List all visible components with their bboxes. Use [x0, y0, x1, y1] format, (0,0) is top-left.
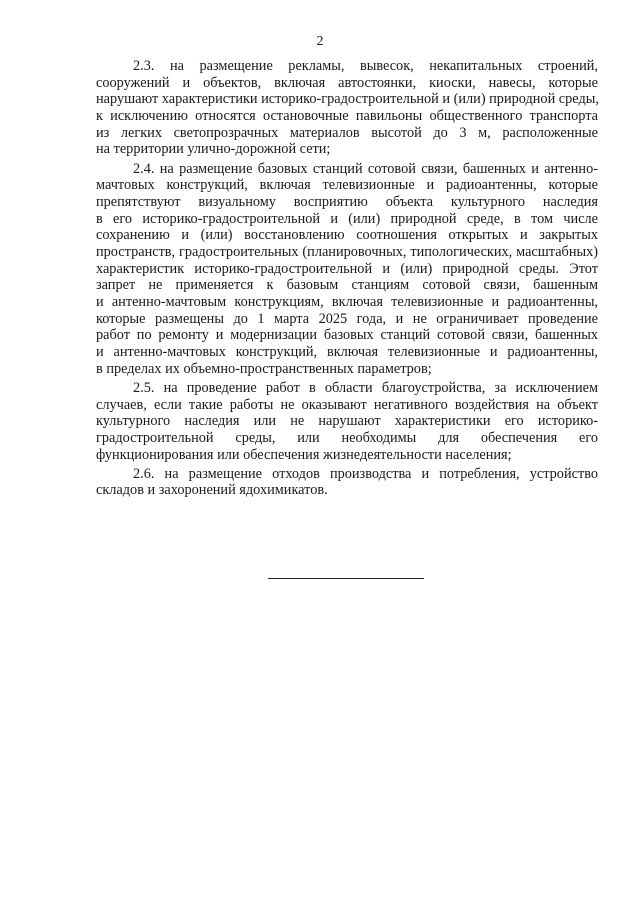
text-line: мачтовых конструкций, включая телевизионные и радиоантенны, которые	[96, 177, 598, 194]
text-line: сооружений и объектов, включая автостоянки, киоски, навесы, которые	[96, 74, 598, 91]
paragraph	[96, 466, 598, 499]
text-line: складов и захоронений ядохимикатов.	[96, 482, 328, 499]
text-line: на территории улично-дорожной сети;	[96, 141, 331, 158]
text-line: культурного наследия или не нарушают характеристики его историко-	[96, 413, 598, 430]
text-line: к исключению относятся остановочные павильоны общественного транспорта	[96, 108, 598, 125]
text-line: характеристик историко-градостроительной и (или) природной среды. Этот	[96, 260, 598, 277]
text-line: и антенно-мачтовым конструкциям, включая телевизионные и радиоантенны,	[96, 294, 598, 311]
text-line: пространств, градостроительных (планировочных, типологических, масштабных)	[96, 243, 598, 260]
separator-line	[268, 578, 424, 579]
text-line: 2.6. на размещение отходов производства и потребления, устройство	[133, 465, 598, 482]
text-line: 2.5. на проведение работ в области благоустройства, за исключением	[133, 379, 598, 396]
page-number: 2	[316, 34, 324, 49]
text-line: градостроительной среды, или необходимы для обеспечения его	[96, 429, 598, 446]
paragraph	[96, 380, 598, 463]
text-line: сохранению и (или) восстановлению соотношения открытых и закрытых	[96, 227, 598, 244]
text-line: которые размещены до 1 марта 2025 года, и не ограничивает проведение	[96, 310, 598, 327]
text-line: в его историко-градостроительной и (или) природной среде, в том числе	[96, 210, 598, 227]
text-line: 2.4. на размещение базовых станций сотовой связи, башенных и антенно-	[133, 160, 598, 177]
text-line: запрет не применяется к базовым станциям сотовой связи, башенным	[96, 277, 598, 294]
text-line: 2.3. на размещение рекламы, вывесок, некапитальных строений,	[133, 58, 598, 74]
text-line: из легких светопрозрачных материалов высотой до 3 м, расположенные	[96, 124, 598, 141]
text-line: случаев, если такие работы не оказывают негативного воздействия на объект	[96, 396, 598, 413]
text-line: функционирования или обеспечения жизнедеятельности населения;	[96, 446, 512, 463]
text-line: в пределах их объемно-пространственных параметров;	[96, 360, 432, 377]
document-body	[96, 58, 598, 501]
text-line: препятствуют визуальному восприятию объекта культурного наследия	[96, 193, 598, 210]
paragraph	[96, 58, 598, 158]
text-line: нарушают характеристики историко-градостроительной и (или) природной среды,	[96, 91, 599, 108]
paragraph	[96, 161, 598, 378]
text-line: и антенно-мачтовых конструкций, включая телевизионные и радиоантенны,	[96, 344, 598, 361]
text-line: работ по ремонту и модернизации базовых станций сотовой связи, башенных	[96, 327, 598, 344]
